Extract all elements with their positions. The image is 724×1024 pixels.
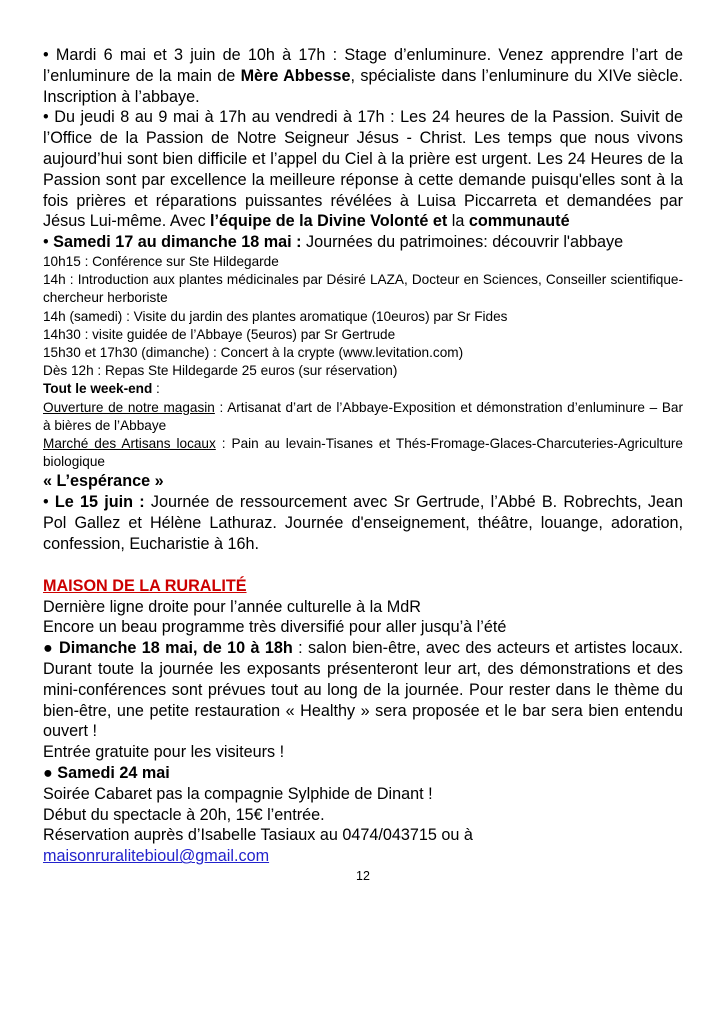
paragraph-journees-patrimoine — [43, 232, 683, 253]
bullet-marker: ● — [43, 639, 54, 658]
stage-text-tail: , spécialiste dans l’enluminure du XIVe siècle. Inscription à l’abbaye. — [43, 66, 683, 106]
reservation-line: Réservation auprès d’Isabelle Tasiaux au 0474/043715 ou à — [43, 826, 473, 845]
weekend-label — [43, 380, 683, 398]
bullet-marker: • — [43, 493, 49, 512]
schedule-line: 15h30 et 17h30 (dimanche) : Concert à la crypte (www.levitation.com) — [43, 344, 464, 360]
mdr-intro-line-2: Encore un beau programme très diversifié pour aller jusqu’à l’été — [43, 618, 507, 637]
weekend-item-magasin — [43, 399, 683, 435]
weekend-item-marche — [43, 435, 683, 471]
bullet-marker: ● — [43, 763, 53, 782]
bullet-marker: • — [43, 108, 49, 127]
esperance-line — [43, 471, 683, 492]
schedule-line: 10h15 : Conférence sur Ste Hildegarde — [43, 253, 279, 269]
paragraph-15-juin — [43, 492, 683, 554]
schedule-line: Dès 12h : Repas Ste Hildegarde 25 euros (sur réservation) — [43, 363, 398, 379]
cabaret-line-2: Début du spectacle à 20h, 15€ l’entrée. — [43, 805, 325, 824]
stage-text-lead: Mardi 6 mai et 3 juin de 10h à 17h : Stage d’enluminure. Venez apprendre l’art de l’enluminure de la main de — [43, 46, 683, 85]
juin-text: Journée de ressourcement avec Sr Gertrude, l’Abbé B. Robrechts, Jean Pol Gallez et Hélène Lathuraz. Journée d'enseignement, théâtre, louange, adoration, confession, Eucharistie à 16h. — [43, 493, 683, 553]
dimanche-text: : salon bien-être, avec des acteurs et artistes locaux. Durant toute la journée les exposants présenteront leur art, des démonstrations et des mini-conférences sont prévues tout au long de la journée. Pour rester dans le thème du bien-être, une petite restauration « Healthy » sera proposée et le bar sera bien entendu ouvert ! — [43, 639, 683, 741]
esperance-bold: « L’espérance » — [43, 472, 164, 491]
magasin-underlined-label: Ouverture de notre magasin — [43, 399, 215, 415]
section-spacer — [43, 555, 683, 576]
dimanche-date-bold: Dimanche 18 mai, de 10 à 18h — [59, 639, 293, 658]
page-number: 12 — [356, 868, 370, 883]
stage-mere-abbesse-bold: Mère Abbesse — [240, 66, 351, 85]
free-entry-line: Entrée gratuite pour les visiteurs ! — [43, 743, 285, 762]
patrimoine-text: Journées du patrimoines: découvrir l'abbaye — [301, 233, 624, 252]
maison-ruralite-section — [43, 576, 683, 867]
schedule-line: 14h (samedi) : Visite du jardin des plantes aromatique (10euros) par Sr Fides — [43, 308, 508, 324]
mdr-intro-line-1: Dernière ligne droite pour l’année culturelle à la MdR — [43, 597, 421, 616]
marche-description: : Pain au levain-Tisanes et Thés-Fromage-Glaces-Charcuteries-Agriculture biologique — [43, 436, 683, 470]
marche-underlined-label: Marché des Artisans locaux — [43, 436, 216, 451]
paragraph-stage-enluminure — [43, 45, 683, 107]
bullet-marker: • — [43, 46, 49, 64]
abbey-section — [43, 45, 683, 555]
passion-bold-equipe: l’équipe de la Divine Volonté et — [210, 212, 448, 231]
weekend-label-colon: : — [152, 381, 160, 397]
weekend-label-bold: Tout le week-end — [43, 381, 153, 397]
schedule-line: 14h : Introduction aux plantes médicinales par Désiré LAZA, Docteur en Sciences, Conseiller scientifique-chercheur herboriste — [43, 272, 683, 306]
cabaret-line-1: Soirée Cabaret pas la compagnie Sylphide de Dinant ! — [43, 784, 433, 803]
magasin-description: : Artisanat d’art de l’Abbaye-Exposition et démonstration d’enluminure – Bar à bières de l’Abbaye — [43, 399, 683, 433]
schedule-line: 14h30 : visite guidée de l’Abbaye (5euros) par Sr Gertrude — [43, 326, 396, 342]
email-line — [43, 846, 683, 867]
samedi-date-bold: Samedi 24 mai — [57, 763, 170, 782]
passion-bold-communaute: communauté — [468, 212, 570, 231]
paragraph-passion — [43, 107, 683, 232]
juin-date-bold: Le 15 juin : — [54, 493, 145, 512]
email-link[interactable]: maisonruralitebioul@gmail.com — [43, 847, 270, 866]
passion-text-mid: la — [447, 212, 469, 231]
passion-text-lead: Du jeudi 8 au 9 mai à 17h au vendredi à 17h : Les 24 heures de la Passion. Suivit de l’Office de la Passion de Notre Seigneur Jésus - Christ. Les temps que nous vivons aujourd’hui sont bien difficile et l’appel du Ciel à la prière est urgent. Les 24 Heures de la Passion sont par excellence la meilleure réponse à cette demande puisqu'elles sont à la fois prières et réparations puissantes révélées à Luisa Piccarreta et demandées par Jésus Lui-même. Avec — [43, 108, 684, 231]
maison-ruralite-heading-wrap — [43, 576, 683, 597]
maison-ruralite-heading: MAISON DE LA RURALITÉ — [43, 576, 247, 595]
patrimoine-date-bold: Samedi 17 au dimanche 18 mai : — [53, 233, 302, 252]
bullet-marker: • — [43, 233, 49, 252]
paragraph-dimanche-18-mai — [43, 638, 683, 742]
paragraph-samedi-24-mai — [43, 763, 683, 784]
